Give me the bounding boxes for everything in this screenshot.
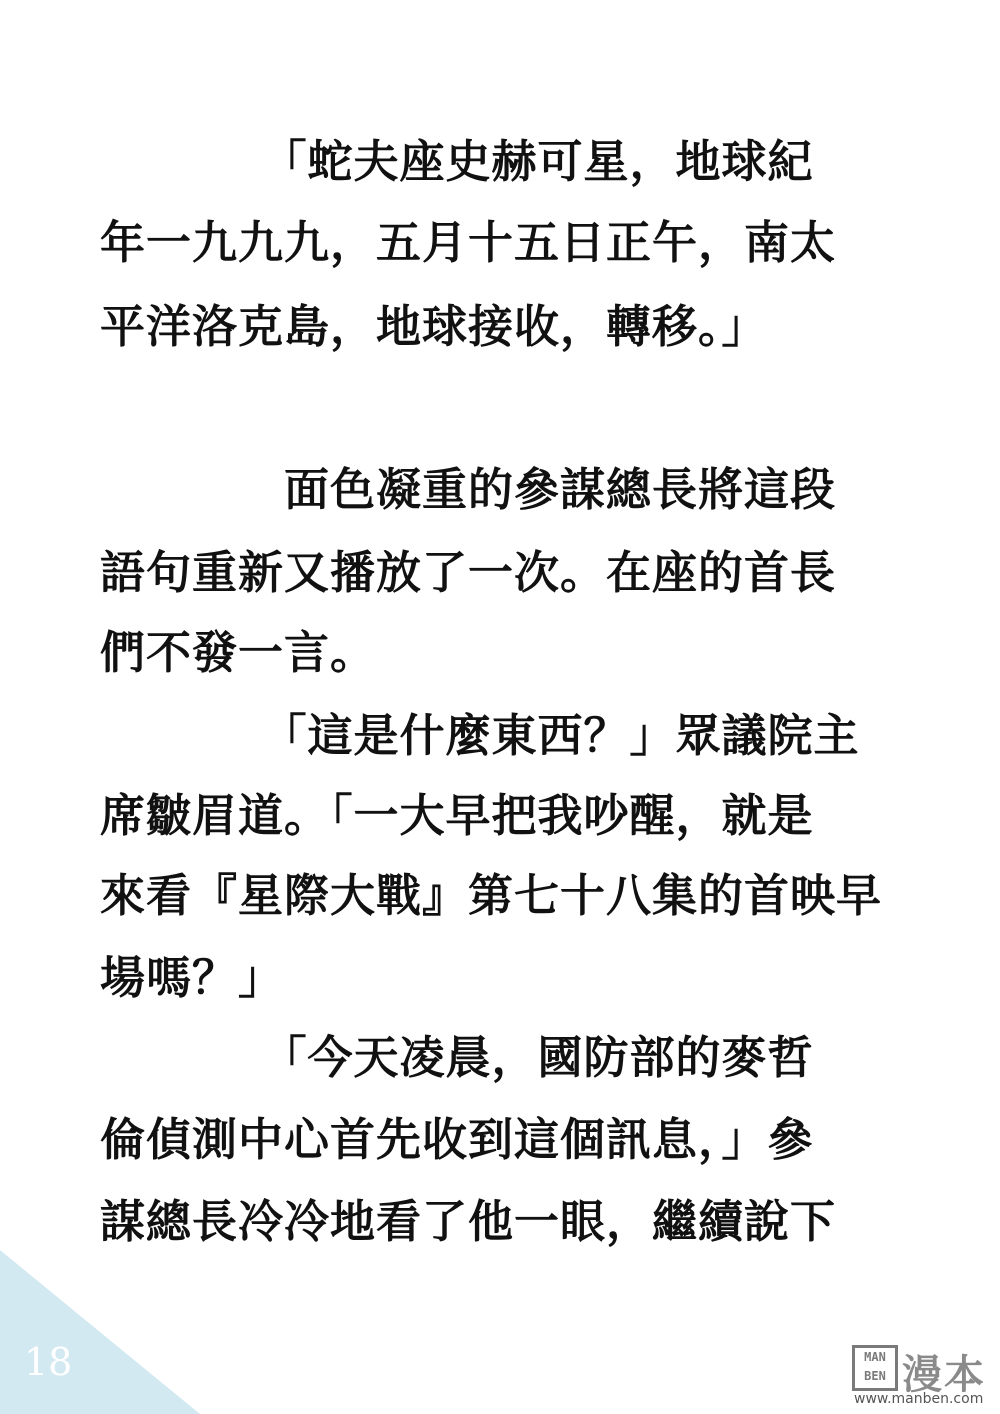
body-line: 平洋洛克島，地球接收，轉移。」 (100, 300, 768, 353)
page-number: 18 (24, 1340, 73, 1384)
logo-top-text: MAN (864, 1350, 886, 1364)
body-line: 們不發一言。 (100, 626, 377, 679)
watermark-logo (852, 1345, 992, 1409)
body-line: 面色凝重的參謀總長將這段 (100, 463, 837, 516)
body-line: 語句重新又播放了一次。在座的首長 (100, 546, 837, 599)
watermark-url: www.manben.com (854, 1391, 984, 1407)
body-line: 「蛇夫座史赫可星，地球紀 (100, 135, 814, 188)
body-line: 「這是什麼東西？」眾議院主 (100, 709, 860, 762)
manben-logo-icon (852, 1345, 898, 1391)
body-line: 謀總長冷冷地看了他一眼，繼續說下 (100, 1195, 837, 1248)
body-line: 「今天凌晨，國防部的麥哲 (100, 1031, 814, 1084)
logo-bottom-text: BEN (864, 1369, 886, 1383)
body-line: 年一九九九，五月十五日正午，南太 (100, 216, 837, 269)
body-line: 來看『星際大戰』第七十八集的首映早 (100, 869, 883, 922)
body-line: 倫偵測中心首先收到這個訊息，」參 (100, 1113, 814, 1166)
body-line: 場嗎？」 (100, 951, 285, 1004)
body-line: 席皺眉道。「一大早把我吵醒，就是 (100, 789, 814, 842)
watermark-cjk: 漫本 (902, 1352, 986, 1398)
corner-decoration (0, 1250, 200, 1414)
